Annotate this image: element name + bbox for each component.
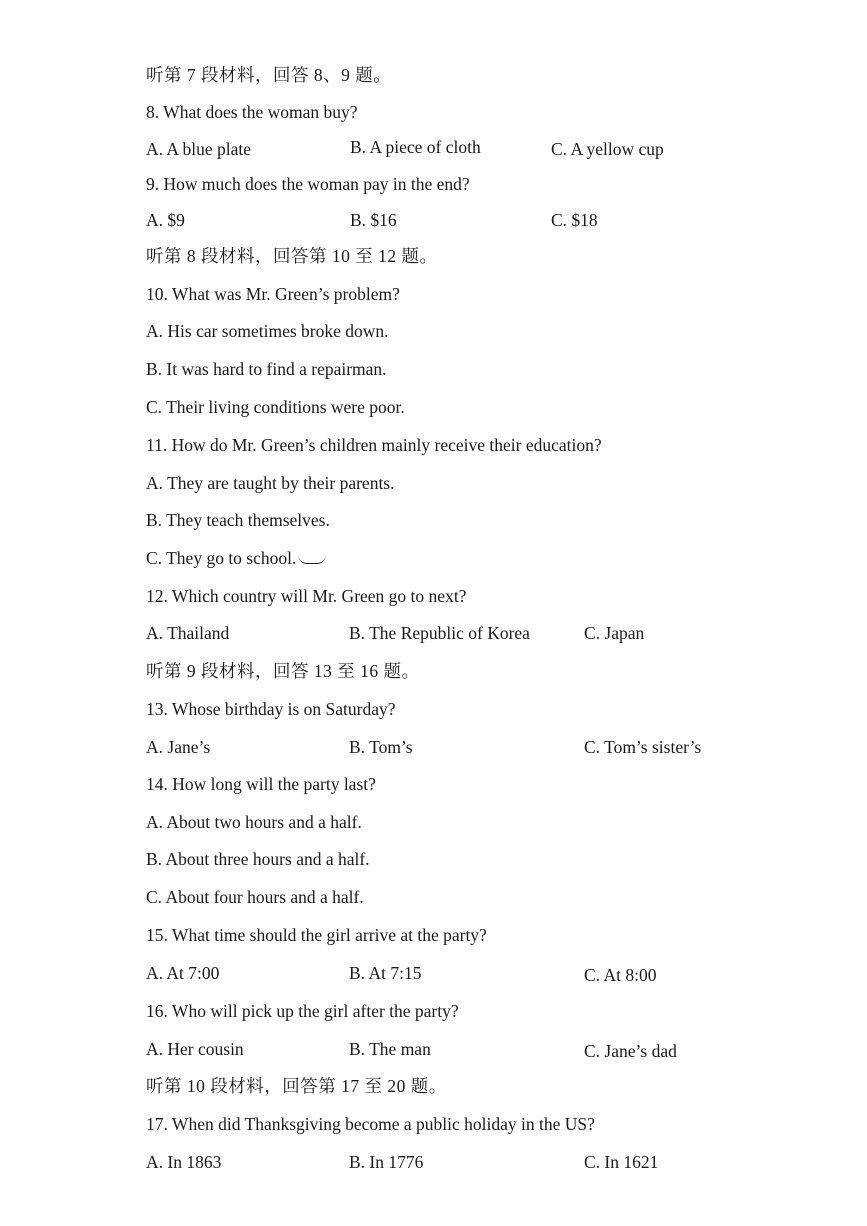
question-11-option-c-row [146, 547, 326, 569]
question-16-option-b: B. The man [349, 1039, 431, 1059]
question-16-option-a: A. Her cousin [146, 1039, 244, 1059]
question-10-option-a: A. His car sometimes broke down. [146, 321, 389, 341]
question-15-option-c: C. At 8:00 [584, 965, 657, 985]
question-9-option-a: A. $9 [146, 210, 185, 230]
question-14-option-c: C. About four hours and a half. [146, 887, 364, 907]
question-17-options [0, 1151, 867, 1173]
question-8-option-a: A. A blue plate [146, 139, 251, 159]
question-16-option-c: C. Jane’s dad [584, 1041, 677, 1061]
question-9-option-b: B. $16 [350, 210, 397, 230]
question-17-option-a: A. In 1863 [146, 1152, 222, 1172]
question-12-option-a: A. Thailand [146, 623, 230, 643]
question-11-option-c: C. They go to school. [146, 548, 297, 568]
section-8-heading: 听第 8 段材料，回答第 10 至 12 题。 [146, 246, 438, 266]
question-10-stem: 10. What was Mr. Green’s problem? [146, 284, 400, 304]
question-8-stem: 8. What does the woman buy? [146, 102, 358, 122]
question-17-option-b: B. In 1776 [349, 1152, 424, 1172]
question-17-option-c: C. In 1621 [584, 1152, 659, 1172]
section-7-heading: 听第 7 段材料，回答 8、9 题。 [146, 65, 392, 85]
question-12-options [0, 622, 867, 644]
question-11-option-a: A. They are taught by their parents. [146, 473, 395, 493]
question-14-option-b: B. About three hours and a half. [146, 849, 370, 869]
question-13-stem: 13. Whose birthday is on Saturday? [146, 699, 396, 719]
question-15-option-b: B. At 7:15 [349, 963, 422, 983]
question-13-option-b: B. Tom’s [349, 737, 413, 757]
question-12-stem: 12. Which country will Mr. Green go to next? [146, 586, 467, 606]
question-14-option-a: A. About two hours and a half. [146, 812, 362, 832]
section-10-heading: 听第 10 段材料，回答第 17 至 20 题。 [146, 1076, 447, 1096]
question-11-stem: 11. How do Mr. Green’s children mainly receive their education? [146, 435, 602, 455]
question-16-options [0, 1038, 867, 1060]
question-13-option-a: A. Jane’s [146, 737, 211, 757]
question-13-option-c: C. Tom’s sister’s [584, 737, 702, 757]
question-8-options [0, 138, 867, 160]
question-13-options [0, 736, 867, 758]
question-9-stem: 9. How much does the woman pay in the end? [146, 174, 470, 194]
question-15-option-a: A. At 7:00 [146, 963, 220, 983]
question-12-option-b: B. The Republic of Korea [349, 623, 530, 643]
question-8-option-c: C. A yellow cup [551, 139, 664, 159]
question-15-options [0, 962, 867, 984]
section-9-heading: 听第 9 段材料，回答 13 至 16 题。 [146, 661, 420, 681]
question-10-option-c: C. Their living conditions were poor. [146, 397, 405, 417]
question-9-options [0, 209, 867, 231]
question-10-option-b: B. It was hard to find a repairman. [146, 359, 387, 379]
question-17-stem: 17. When did Thanksgiving become a public holiday in the US? [146, 1114, 595, 1134]
question-9-option-c: C. $18 [551, 210, 598, 230]
question-11-option-b: B. They teach themselves. [146, 510, 330, 530]
question-12-option-c: C. Japan [584, 623, 645, 643]
question-15-stem: 15. What time should the girl arrive at the party? [146, 925, 487, 945]
pen-mark [298, 555, 326, 564]
question-8-option-b: B. A piece of cloth [350, 137, 481, 157]
question-16-stem: 16. Who will pick up the girl after the party? [146, 1001, 459, 1021]
question-14-stem: 14. How long will the party last? [146, 774, 376, 794]
